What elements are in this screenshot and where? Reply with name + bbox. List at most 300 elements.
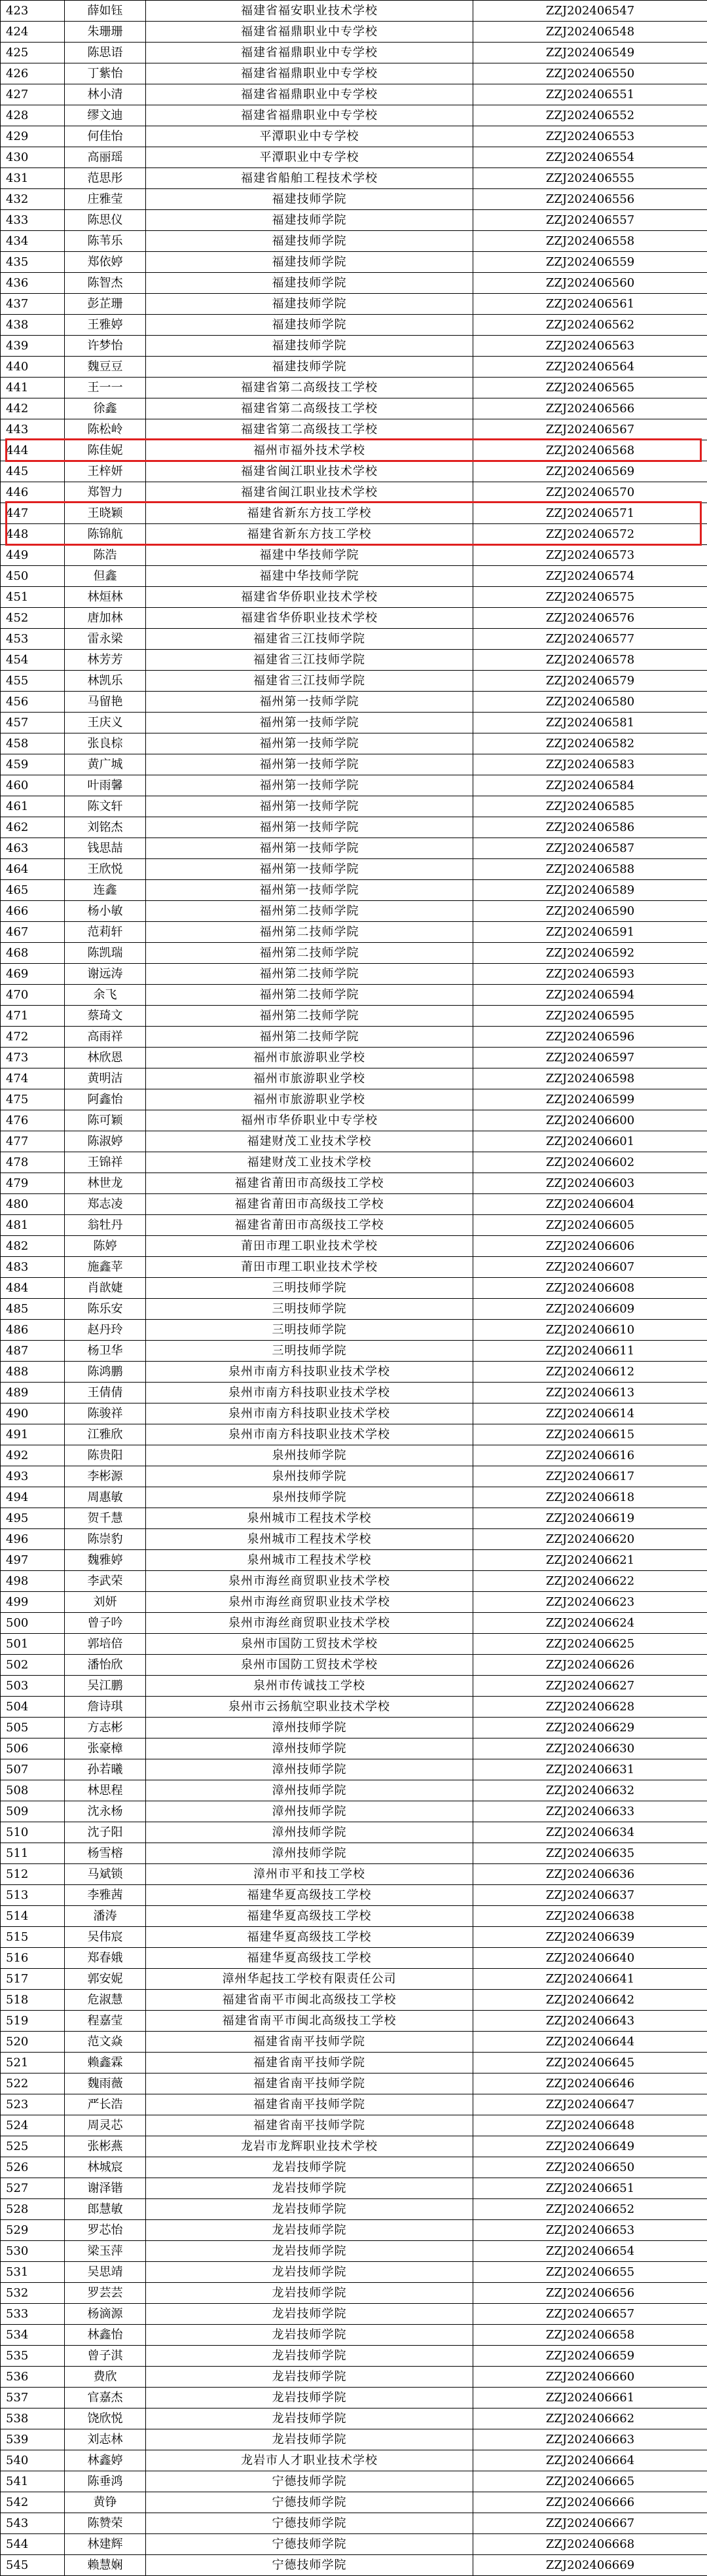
row-number-cell: 426 <box>1 63 65 84</box>
student-name-cell: 范莉轩 <box>65 922 146 943</box>
certificate-code-cell: ZZJ202406578 <box>473 650 707 671</box>
certificate-code-cell: ZZJ202406617 <box>473 1466 707 1487</box>
school-name-cell: 福建省南平技师学院 <box>146 2094 473 2115</box>
school-name-cell: 龙岩技师学院 <box>146 2325 473 2346</box>
school-name-cell: 福建省南平技师学院 <box>146 2032 473 2053</box>
table-row <box>1 461 707 482</box>
certificate-code-cell: ZZJ202406597 <box>473 1048 707 1068</box>
row-number-cell: 451 <box>1 587 65 608</box>
student-name-cell: 刘志林 <box>65 2429 146 2450</box>
table-row <box>1 503 707 524</box>
student-name-cell: 潘涛 <box>65 1906 146 1927</box>
certificate-code-cell: ZZJ202406648 <box>473 2115 707 2136</box>
certificate-code-cell: ZZJ202406615 <box>473 1424 707 1445</box>
certificate-code-cell: ZZJ202406642 <box>473 1990 707 2011</box>
student-name-cell: 曾子淇 <box>65 2346 146 2367</box>
row-number-cell: 537 <box>1 2388 65 2408</box>
certificate-code-cell: ZZJ202406619 <box>473 1508 707 1529</box>
school-name-cell: 福州第一技师学院 <box>146 796 473 817</box>
row-number-cell: 465 <box>1 880 65 901</box>
student-name-cell: 连鑫 <box>65 880 146 901</box>
student-name-cell: 翁牡丹 <box>65 1215 146 1236</box>
school-name-cell: 福建财茂工业技术学校 <box>146 1152 473 1173</box>
student-name-cell: 罗芯怡 <box>65 2220 146 2241</box>
certificate-code-cell: ZZJ202406550 <box>473 63 707 84</box>
table-row <box>1 2534 707 2555</box>
student-name-cell: 吴伟宸 <box>65 1927 146 1948</box>
certificate-code-cell: ZZJ202406618 <box>473 1487 707 1508</box>
school-name-cell: 莆田市理工职业技术学校 <box>146 1236 473 1257</box>
row-number-cell: 518 <box>1 1990 65 2011</box>
school-name-cell: 福州第一技师学院 <box>146 754 473 775</box>
certificate-code-cell: ZZJ202406551 <box>473 84 707 105</box>
row-number-cell: 535 <box>1 2346 65 2367</box>
student-name-cell: 李武荣 <box>65 1571 146 1592</box>
school-name-cell: 福建省第二高级技工学校 <box>146 378 473 398</box>
certificate-code-cell: ZZJ202406657 <box>473 2304 707 2325</box>
row-number-cell: 427 <box>1 84 65 105</box>
student-name-cell: 郭培倍 <box>65 1634 146 1655</box>
table-row <box>1 713 707 733</box>
certificate-code-cell: ZZJ202406585 <box>473 796 707 817</box>
table-row <box>1 796 707 817</box>
certificate-code-cell: ZZJ202406637 <box>473 1885 707 1906</box>
school-name-cell: 福建省闽江职业技术学校 <box>146 461 473 482</box>
row-number-cell: 467 <box>1 922 65 943</box>
table-row <box>1 294 707 315</box>
certificate-code-cell: ZZJ202406605 <box>473 1215 707 1236</box>
table-row <box>1 1697 707 1718</box>
certificate-code-cell: ZZJ202406574 <box>473 566 707 587</box>
table-row <box>1 1927 707 1948</box>
school-name-cell: 福建省新东方技工学校 <box>146 503 473 524</box>
student-name-cell: 林小清 <box>65 84 146 105</box>
table-row <box>1 2346 707 2367</box>
student-name-cell: 李彬源 <box>65 1466 146 1487</box>
table-row <box>1 1194 707 1215</box>
student-name-cell: 王晓颖 <box>65 503 146 524</box>
row-number-cell: 503 <box>1 1676 65 1697</box>
student-name-cell: 严长浩 <box>65 2094 146 2115</box>
table-row <box>1 524 707 545</box>
certificate-code-cell: ZZJ202406547 <box>473 1 707 22</box>
school-name-cell: 福建财茂工业技术学校 <box>146 1131 473 1152</box>
school-name-cell: 龙岩技师学院 <box>146 2178 473 2199</box>
school-name-cell: 福州第二技师学院 <box>146 943 473 964</box>
certificate-code-cell: ZZJ202406654 <box>473 2241 707 2262</box>
school-name-cell: 福建省福安职业技术学校 <box>146 1 473 22</box>
student-name-cell: 缪文迪 <box>65 105 146 126</box>
certificate-code-cell: ZZJ202406658 <box>473 2325 707 2346</box>
table-row <box>1 1257 707 1278</box>
school-name-cell: 福建省福鼎职业中专学校 <box>146 105 473 126</box>
certificate-code-cell: ZZJ202406600 <box>473 1110 707 1131</box>
table-row <box>1 231 707 252</box>
row-number-cell: 447 <box>1 503 65 524</box>
row-number-cell: 484 <box>1 1278 65 1299</box>
certificate-code-cell: ZZJ202406590 <box>473 901 707 922</box>
school-name-cell: 福建省莆田市高级技工学校 <box>146 1194 473 1215</box>
table-row <box>1 2408 707 2429</box>
row-number-cell: 443 <box>1 419 65 440</box>
school-name-cell: 福州第一技师学院 <box>146 817 473 838</box>
student-name-cell: 王梓妍 <box>65 461 146 482</box>
table-row <box>1 2555 707 2576</box>
row-number-cell: 442 <box>1 398 65 419</box>
table-row <box>1 754 707 775</box>
table-row <box>1 587 707 608</box>
table-row <box>1 922 707 943</box>
row-number-cell: 533 <box>1 2304 65 2325</box>
row-number-cell: 444 <box>1 440 65 461</box>
school-name-cell: 漳州技师学院 <box>146 1738 473 1759</box>
school-name-cell: 龙岩技师学院 <box>146 2220 473 2241</box>
student-name-cell: 谢泽锴 <box>65 2178 146 2199</box>
table-row <box>1 1403 707 1424</box>
school-name-cell: 福州市旅游职业学校 <box>146 1068 473 1089</box>
row-number-cell: 459 <box>1 754 65 775</box>
school-name-cell: 泉州市传诚技工学校 <box>146 1676 473 1697</box>
student-name-cell: 陈苇乐 <box>65 231 146 252</box>
school-name-cell: 三明技师学院 <box>146 1341 473 1362</box>
student-name-cell: 陈锦航 <box>65 524 146 545</box>
certificate-code-cell: ZZJ202406575 <box>473 587 707 608</box>
certificate-code-cell: ZZJ202406582 <box>473 733 707 754</box>
row-number-cell: 506 <box>1 1738 65 1759</box>
student-name-cell: 施鑫苹 <box>65 1257 146 1278</box>
row-number-cell: 520 <box>1 2032 65 2053</box>
student-name-cell: 徐鑫 <box>65 398 146 419</box>
certificate-code-cell: ZZJ202406596 <box>473 1027 707 1048</box>
certificate-code-cell: ZZJ202406609 <box>473 1299 707 1320</box>
table-row <box>1 1131 707 1152</box>
row-number-cell: 489 <box>1 1383 65 1403</box>
certificate-code-cell: ZZJ202406644 <box>473 2032 707 2053</box>
table-row <box>1 168 707 189</box>
table-row <box>1 1445 707 1466</box>
school-name-cell: 莆田市理工职业技术学校 <box>146 1257 473 1278</box>
row-number-cell: 488 <box>1 1362 65 1383</box>
certificate-code-cell: ZZJ202406636 <box>473 1864 707 1885</box>
student-name-cell: 陈文轩 <box>65 796 146 817</box>
row-number-cell: 528 <box>1 2199 65 2220</box>
school-name-cell: 泉州市南方科技职业技术学校 <box>146 1424 473 1445</box>
certificate-code-cell: ZZJ202406593 <box>473 964 707 985</box>
school-name-cell: 福建华夏高级技工学校 <box>146 1948 473 1969</box>
student-name-cell: 林鑫怡 <box>65 2325 146 2346</box>
student-name-cell: 孙若曦 <box>65 1759 146 1780</box>
school-name-cell: 平潭职业中专学校 <box>146 126 473 147</box>
row-number-cell: 497 <box>1 1550 65 1571</box>
table-row <box>1 1424 707 1445</box>
table-row <box>1 859 707 880</box>
certificate-code-cell: ZZJ202406564 <box>473 357 707 378</box>
row-number-cell: 423 <box>1 1 65 22</box>
row-number-cell: 542 <box>1 2492 65 2513</box>
certificate-code-cell: ZZJ202406589 <box>473 880 707 901</box>
certificate-code-cell: ZZJ202406559 <box>473 252 707 273</box>
school-name-cell: 福建省南平市闽北高级技工学校 <box>146 1990 473 2011</box>
table-row <box>1 1215 707 1236</box>
school-name-cell: 福建省闽江职业技术学校 <box>146 482 473 503</box>
school-name-cell: 福建省华侨职业技术学校 <box>146 608 473 629</box>
table-row <box>1 2241 707 2262</box>
school-name-cell: 三明技师学院 <box>146 1299 473 1320</box>
certificate-code-cell: ZZJ202406643 <box>473 2011 707 2032</box>
certificate-code-cell: ZZJ202406668 <box>473 2534 707 2555</box>
table-row <box>1 880 707 901</box>
table-row <box>1 1006 707 1027</box>
school-name-cell: 宁德技师学院 <box>146 2513 473 2534</box>
row-number-cell: 499 <box>1 1592 65 1613</box>
table-row <box>1 1948 707 1969</box>
certificate-code-cell: ZZJ202406579 <box>473 671 707 692</box>
school-name-cell: 宁德技师学院 <box>146 2534 473 2555</box>
certificate-code-cell: ZZJ202406592 <box>473 943 707 964</box>
student-name-cell: 范文焱 <box>65 2032 146 2053</box>
table-row <box>1 2220 707 2241</box>
school-name-cell: 龙岩技师学院 <box>146 2262 473 2283</box>
student-name-cell: 杨卫华 <box>65 1341 146 1362</box>
school-name-cell: 泉州市国防工贸技术学校 <box>146 1655 473 1676</box>
school-name-cell: 福建省南平技师学院 <box>146 2053 473 2073</box>
row-number-cell: 493 <box>1 1466 65 1487</box>
row-number-cell: 541 <box>1 2471 65 2492</box>
row-number-cell: 507 <box>1 1759 65 1780</box>
certificate-code-cell: ZZJ202406566 <box>473 398 707 419</box>
table-row <box>1 566 707 587</box>
table-row <box>1 1801 707 1822</box>
school-name-cell: 福建省三江技师学院 <box>146 629 473 650</box>
row-number-cell: 486 <box>1 1320 65 1341</box>
table-row <box>1 1173 707 1194</box>
student-name-cell: 阿鑫怡 <box>65 1089 146 1110</box>
school-name-cell: 福建省莆田市高级技工学校 <box>146 1173 473 1194</box>
certificate-code-cell: ZZJ202406628 <box>473 1697 707 1718</box>
row-number-cell: 428 <box>1 105 65 126</box>
table-row <box>1 1508 707 1529</box>
row-number-cell: 437 <box>1 294 65 315</box>
student-name-cell: 高雨祥 <box>65 1027 146 1048</box>
school-name-cell: 福州第一技师学院 <box>146 733 473 754</box>
student-name-cell: 林烜林 <box>65 587 146 608</box>
school-name-cell: 泉州市海丝商贸职业技术学校 <box>146 1571 473 1592</box>
school-name-cell: 漳州技师学院 <box>146 1801 473 1822</box>
row-number-cell: 490 <box>1 1403 65 1424</box>
school-name-cell: 福建技师学院 <box>146 189 473 210</box>
certificate-code-cell: ZZJ202406591 <box>473 922 707 943</box>
row-number-cell: 455 <box>1 671 65 692</box>
certificate-code-cell: ZZJ202406667 <box>473 2513 707 2534</box>
student-name-cell: 何佳怡 <box>65 126 146 147</box>
row-number-cell: 536 <box>1 2367 65 2388</box>
student-name-cell: 黄广城 <box>65 754 146 775</box>
table-row <box>1 1068 707 1089</box>
table-row <box>1 1529 707 1550</box>
table-row <box>1 1466 707 1487</box>
school-name-cell: 龙岩技师学院 <box>146 2346 473 2367</box>
row-number-cell: 431 <box>1 168 65 189</box>
table-row <box>1 2011 707 2032</box>
row-number-cell: 530 <box>1 2241 65 2262</box>
certificate-code-cell: ZZJ202406620 <box>473 1529 707 1550</box>
school-name-cell: 福州第二技师学院 <box>146 922 473 943</box>
certificate-code-cell: ZZJ202406602 <box>473 1152 707 1173</box>
student-name-cell: 马斌锁 <box>65 1864 146 1885</box>
row-number-cell: 492 <box>1 1445 65 1466</box>
school-name-cell: 泉州城市工程技术学校 <box>146 1508 473 1529</box>
school-name-cell: 泉州市国防工贸技术学校 <box>146 1634 473 1655</box>
table-row <box>1 985 707 1006</box>
row-number-cell: 512 <box>1 1864 65 1885</box>
school-name-cell: 龙岩技师学院 <box>146 2157 473 2178</box>
certificate-code-cell: ZZJ202406563 <box>473 336 707 357</box>
school-name-cell: 福建技师学院 <box>146 252 473 273</box>
student-name-cell: 陈可颖 <box>65 1110 146 1131</box>
student-name-cell: 梁玉萍 <box>65 2241 146 2262</box>
school-name-cell: 漳州华起技工学校有限责任公司 <box>146 1969 473 1990</box>
table-row <box>1 1362 707 1383</box>
school-name-cell: 福建省第二高级技工学校 <box>146 419 473 440</box>
student-name-cell: 马留艳 <box>65 692 146 713</box>
row-number-cell: 522 <box>1 2073 65 2094</box>
certificate-code-cell: ZZJ202406601 <box>473 1131 707 1152</box>
school-name-cell: 福建省莆田市高级技工学校 <box>146 1215 473 1236</box>
table-row <box>1 2513 707 2534</box>
school-name-cell: 福州市旅游职业学校 <box>146 1048 473 1068</box>
certificate-code-cell: ZZJ202406661 <box>473 2388 707 2408</box>
table-row <box>1 608 707 629</box>
school-name-cell: 泉州技师学院 <box>146 1445 473 1466</box>
row-number-cell: 516 <box>1 1948 65 1969</box>
table-row <box>1 545 707 566</box>
table-row <box>1 943 707 964</box>
row-number-cell: 470 <box>1 985 65 1006</box>
student-name-cell: 陈垂鸿 <box>65 2471 146 2492</box>
school-name-cell: 福建省福鼎职业中专学校 <box>146 84 473 105</box>
school-name-cell: 漳州市平和技工学校 <box>146 1864 473 1885</box>
school-name-cell: 福建省第二高级技工学校 <box>146 398 473 419</box>
row-number-cell: 502 <box>1 1655 65 1676</box>
table-row <box>1 2032 707 2053</box>
student-name-cell: 林城宸 <box>65 2157 146 2178</box>
row-number-cell: 482 <box>1 1236 65 1257</box>
certificate-code-cell: ZZJ202406646 <box>473 2073 707 2094</box>
student-name-cell: 赖慧娴 <box>65 2555 146 2576</box>
student-name-cell: 林芳芳 <box>65 650 146 671</box>
school-name-cell: 泉州市云扬航空职业技术学校 <box>146 1697 473 1718</box>
certificate-code-cell: ZZJ202406569 <box>473 461 707 482</box>
school-name-cell: 福州第二技师学院 <box>146 964 473 985</box>
table-row <box>1 1634 707 1655</box>
row-number-cell: 510 <box>1 1822 65 1843</box>
student-name-cell: 陈崇豹 <box>65 1529 146 1550</box>
student-name-cell: 范思彤 <box>65 168 146 189</box>
certificate-code-cell: ZZJ202406561 <box>473 294 707 315</box>
school-name-cell: 福建中华技师学院 <box>146 566 473 587</box>
student-name-cell: 林鑫婷 <box>65 2450 146 2471</box>
table-row <box>1 1592 707 1613</box>
school-name-cell: 宁德技师学院 <box>146 2471 473 2492</box>
row-number-cell: 525 <box>1 2136 65 2157</box>
school-name-cell: 福建技师学院 <box>146 231 473 252</box>
table-row <box>1 1550 707 1571</box>
school-name-cell: 福州第二技师学院 <box>146 985 473 1006</box>
row-number-cell: 483 <box>1 1257 65 1278</box>
table-row <box>1 733 707 754</box>
student-name-cell: 沈永杨 <box>65 1801 146 1822</box>
table-row <box>1 2073 707 2094</box>
table-row <box>1 1341 707 1362</box>
certificate-code-cell: ZZJ202406573 <box>473 545 707 566</box>
student-name-cell: 陈贵阳 <box>65 1445 146 1466</box>
school-name-cell: 龙岩技师学院 <box>146 2429 473 2450</box>
row-number-cell: 460 <box>1 775 65 796</box>
school-name-cell: 龙岩市龙辉职业技术学校 <box>146 2136 473 2157</box>
table-row <box>1 419 707 440</box>
school-name-cell: 龙岩市人才职业技术学校 <box>146 2450 473 2471</box>
certificate-code-cell: ZZJ202406665 <box>473 2471 707 2492</box>
certificate-code-cell: ZZJ202406594 <box>473 985 707 1006</box>
row-number-cell: 425 <box>1 43 65 63</box>
table-row <box>1 1906 707 1927</box>
table-row <box>1 1718 707 1738</box>
certificate-code-cell: ZZJ202406650 <box>473 2157 707 2178</box>
row-number-cell: 515 <box>1 1927 65 1948</box>
table-row <box>1 1110 707 1131</box>
school-name-cell: 龙岩技师学院 <box>146 2241 473 2262</box>
table-row <box>1 2492 707 2513</box>
school-name-cell: 福建省南平技师学院 <box>146 2115 473 2136</box>
student-name-cell: 李雅茜 <box>65 1885 146 1906</box>
student-name-cell: 饶欣悦 <box>65 2408 146 2429</box>
row-number-cell: 498 <box>1 1571 65 1592</box>
school-name-cell: 泉州市海丝商贸职业技术学校 <box>146 1592 473 1613</box>
row-number-cell: 433 <box>1 210 65 231</box>
student-name-cell: 郑志凌 <box>65 1194 146 1215</box>
student-name-cell: 陈凯瑞 <box>65 943 146 964</box>
school-name-cell: 泉州市南方科技职业技术学校 <box>146 1383 473 1403</box>
row-number-cell: 469 <box>1 964 65 985</box>
certificate-code-cell: ZZJ202406587 <box>473 838 707 859</box>
student-name-cell: 朱珊珊 <box>65 22 146 43</box>
table-row <box>1 1843 707 1864</box>
student-name-cell: 刘妍 <box>65 1592 146 1613</box>
certificate-code-cell: ZZJ202406624 <box>473 1613 707 1634</box>
results-table-body <box>1 1 707 2576</box>
table-row <box>1 440 707 461</box>
row-number-cell: 479 <box>1 1173 65 1194</box>
table-row <box>1 2471 707 2492</box>
table-row <box>1 126 707 147</box>
school-name-cell: 龙岩技师学院 <box>146 2283 473 2304</box>
student-name-cell: 赵丹玲 <box>65 1320 146 1341</box>
certificate-code-cell: ZZJ202406588 <box>473 859 707 880</box>
school-name-cell: 福州第一技师学院 <box>146 880 473 901</box>
row-number-cell: 432 <box>1 189 65 210</box>
row-number-cell: 511 <box>1 1843 65 1864</box>
certificate-code-cell: ZZJ202406598 <box>473 1068 707 1089</box>
row-number-cell: 475 <box>1 1089 65 1110</box>
student-name-cell: 方志彬 <box>65 1718 146 1738</box>
school-name-cell: 福建中华技师学院 <box>146 545 473 566</box>
student-name-cell: 周灵芯 <box>65 2115 146 2136</box>
school-name-cell: 福建省南平市闽北高级技工学校 <box>146 2011 473 2032</box>
school-name-cell: 福建华夏高级技工学校 <box>146 1927 473 1948</box>
student-name-cell: 魏豆豆 <box>65 357 146 378</box>
student-name-cell: 林欣恩 <box>65 1048 146 1068</box>
row-number-cell: 527 <box>1 2178 65 2199</box>
